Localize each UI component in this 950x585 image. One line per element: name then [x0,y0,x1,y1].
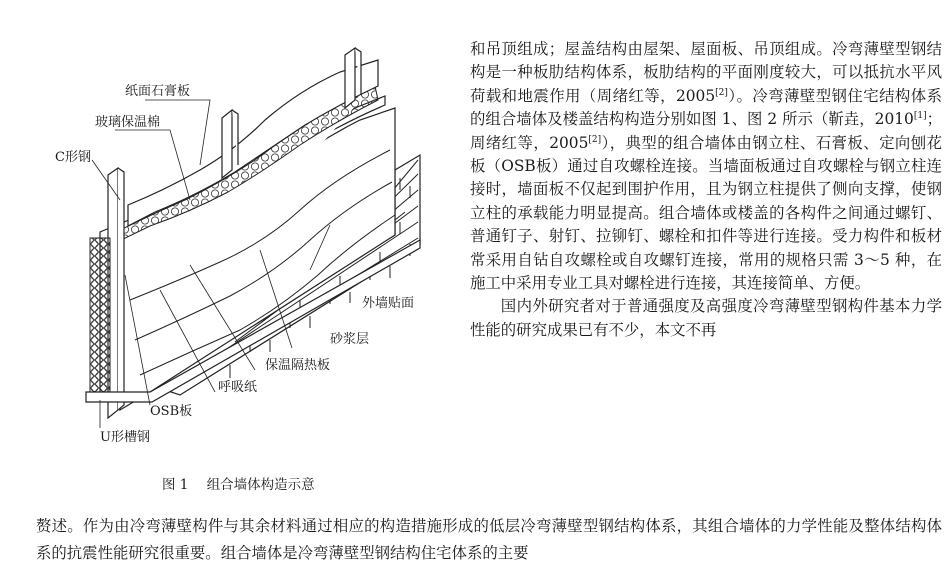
text-segment: ）。冷弯薄壁型钢住宅结构体系的组合墙体及楼盖结构构造分别如图 1、图 2 所示（靳垚，2010 [470,86,942,129]
citation-ref: [2] [588,134,602,145]
citation-ref: [1] [913,111,927,122]
label-osb: OSB板 [150,404,193,419]
glass-wool-edge [90,238,110,398]
text-segment: ；周绪红等，2005 [470,110,942,152]
label-gypsum-board: 纸面石膏板 [125,84,191,99]
text-segment: ），典型的组合墙体由钢立柱、石膏板、定向刨花板（OSB板）通过自攻螺栓连接。当墙面板通过自攻螺栓与钢立柱连接时，墙面板不仅起到围护作用，且为钢立柱提供了侧向支撑，使钢立柱的承载能力明显提高。组合墙体或楼盖的各构件之间通过螺钉、普通钉子、射钉、拉铆钉、螺栓和扣件等进行连接。受力构件和板材常采用自钻自攻螺栓或自攻螺钉连接，常用的规格只需 3～5 种，在施工中采用专业工具对螺栓进行连接，其连接简单、方便。 [470,133,942,293]
paragraph-1 [470,38,942,295]
citation-ref: [2] [715,87,728,98]
wall-construction-diagram [0,0,470,470]
label-c-stud: C形钢 [55,150,91,165]
caption-title: 组合墙体构造示意 [206,477,315,493]
label-insulation: 保温隔热板 [265,358,331,373]
label-facing: 外墙贴面 [362,296,415,311]
figure-1 [0,0,470,500]
text-segment: 和吊顶组成；屋盖结构由屋架、屋面板、吊顶组成。冷弯薄壁型钢结构是一种板肋结构体系，板肋结构的平面刚度较大，可以抵抗水平风荷载和地震作用（周绪红等，2005 [470,40,942,105]
label-membrane: 呼吸纸 [218,380,258,395]
right-column-text [470,38,942,342]
paragraph-2-continued: 赘述。作为由冷弯薄壁构件与其余材料通过相应的构造措施形成的低层冷弯薄壁型钢结构体系，其组合墙体的力学性能及整体结构体系的抗震性能研究很重要。组合墙体是冷弯薄壁型钢结构住宅体系的主要 [36,517,942,562]
figure-caption [162,473,315,493]
label-glass-wool: 玻璃保温棉 [95,115,161,130]
label-mortar: 砂浆层 [330,332,370,347]
caption-number: 图 1 [162,477,189,493]
paragraph-2-start: 国内外研究者对于普通强度及高强度冷弯薄壁型钢构件基本力学性能的研究成果已有不少，本文不再 [470,297,942,339]
bottom-text [36,513,942,567]
label-u-track: U形槽钢 [100,430,150,445]
